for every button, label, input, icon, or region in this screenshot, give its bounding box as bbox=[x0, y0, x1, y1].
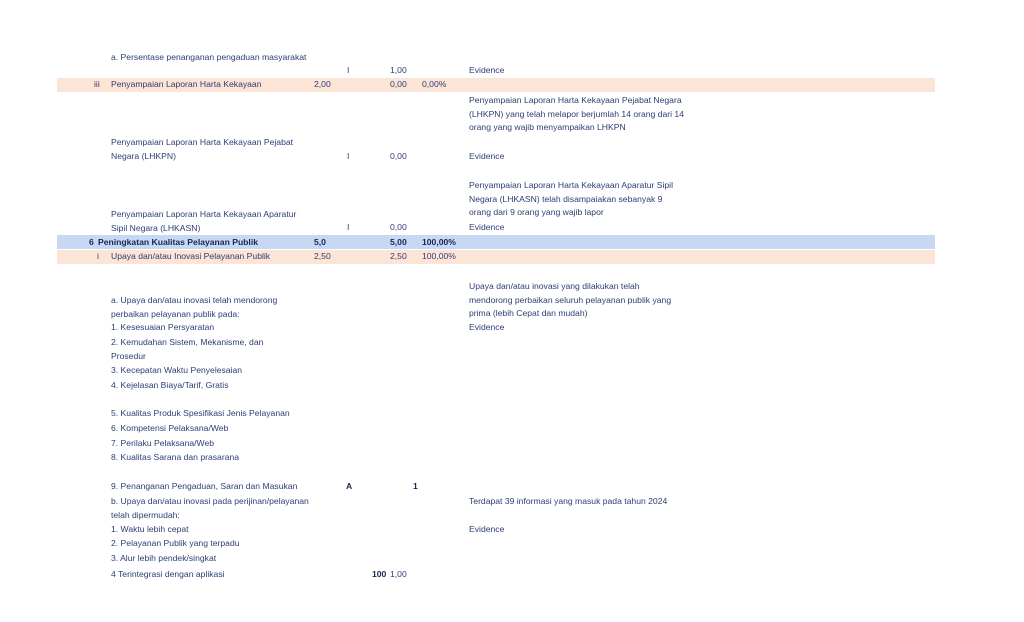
row-label: Penyampaian Laporan Harta Kekayaan bbox=[111, 79, 262, 89]
list-item: 2. Pelayanan Publik yang terpadu bbox=[111, 538, 240, 548]
indicator-label: b. Upaya dan/atau inovasi pada perijinan/pelayanan telah dipermudah: bbox=[111, 496, 309, 520]
section-percentage: 100,00% bbox=[422, 237, 456, 247]
item-value: 1 bbox=[413, 481, 418, 491]
row-score: 2,50 bbox=[390, 251, 407, 261]
list-item: 5. Kualitas Produk Spesifikasi Jenis Pelayanan bbox=[111, 408, 290, 418]
row-percentage: 100,00% bbox=[422, 251, 456, 261]
list-item: 4 Terintegrasi dengan aplikasi bbox=[111, 569, 225, 579]
row-weight: 2,50 bbox=[314, 251, 331, 261]
indicator-note: Penyampaian Laporan Harta Kekayaan Pejabat Negara (LHKPN) yang telah melapor berjumlah 14 orang dari 14 orang yang wajib menyampaikan LHKPN bbox=[469, 95, 684, 132]
indicator-label: a. Upaya dan/atau inovasi telah mendorong perbaikan pelayanan publik pada: bbox=[111, 295, 278, 319]
indicator-value: 0,00 bbox=[390, 151, 407, 161]
indicator-code: I bbox=[347, 65, 350, 75]
evidence-link[interactable]: Evidence bbox=[469, 222, 505, 232]
item-code: A bbox=[346, 481, 353, 491]
list-item: 8. Kualitas Sarana dan prasarana bbox=[111, 452, 240, 462]
indicator-label: Penyampaian Laporan Harta Kekayaan Pejabat Negara (LHKPN) bbox=[111, 137, 294, 161]
evidence-link[interactable]: Evidence bbox=[469, 322, 505, 332]
evidence-link[interactable]: Evidence bbox=[469, 524, 505, 534]
section-title: Peningkatan Kualitas Pelayanan Publik bbox=[98, 237, 258, 247]
indicator-code: I bbox=[347, 222, 350, 232]
row-index: iii bbox=[94, 79, 100, 89]
section-weight: 5,0 bbox=[314, 237, 326, 247]
item-count: 100 bbox=[372, 569, 387, 579]
list-item: 2. Kemudahan Sistem, Mekanisme, dan Prosedur bbox=[111, 337, 264, 361]
list-item: 6. Kompetensi Pelaksana/Web bbox=[111, 423, 229, 433]
indicator-value: 1,00 bbox=[390, 65, 407, 75]
indicator-note: Penyampaian Laporan Harta Kekayaan Aparatur Sipil Negara (LHKASN) telah disampaiakan sebanyak 9 orang dari 9 orang yang wajib lapor bbox=[469, 180, 673, 217]
section-index: 6 bbox=[89, 237, 94, 247]
indicator-note: Upaya dan/atau inovasi yang dilakukan telah mendorong perbaikan seluruh pelayanan publik yang prima (lebih Cepat dan mudah) bbox=[469, 281, 672, 318]
row-label: Upaya dan/atau Inovasi Pelayanan Publik bbox=[111, 251, 271, 261]
indicator-label: a. Persentase penanganan pengaduan masyarakat bbox=[111, 52, 307, 62]
row-percentage: 0,00% bbox=[422, 79, 447, 89]
item-value: 1,00 bbox=[390, 569, 407, 579]
list-item: 1. Kesesuaian Persyaratan bbox=[111, 322, 215, 332]
section-score: 5,00 bbox=[390, 237, 407, 247]
indicator-value: 0,00 bbox=[390, 222, 407, 232]
list-item: 3. Alur lebih pendek/singkat bbox=[111, 553, 217, 563]
list-item: 9. Penanganan Pengaduan, Saran dan Masukan bbox=[111, 481, 298, 491]
list-item: 7. Perilaku Pelaksana/Web bbox=[111, 438, 215, 448]
row-score: 0,00 bbox=[390, 79, 407, 89]
list-item: 3. Kecepatan Waktu Penyelesaian bbox=[111, 365, 243, 375]
list-item: 4. Kejelasan Biaya/Tarif, Gratis bbox=[111, 380, 229, 390]
row-index: i bbox=[97, 251, 99, 261]
evidence-link[interactable]: Evidence bbox=[469, 65, 505, 75]
evidence-link[interactable]: Evidence bbox=[469, 151, 505, 161]
indicator-label: Penyampaian Laporan Harta Kekayaan Aparatur Sipil Negara (LHKASN) bbox=[111, 209, 297, 233]
list-item: 1. Waktu lebih cepat bbox=[111, 524, 189, 534]
indicator-note: Terdapat 39 informasi yang masuk pada tahun 2024 bbox=[469, 496, 668, 506]
row-weight: 2,00 bbox=[314, 79, 331, 89]
indicator-code: I bbox=[347, 151, 350, 161]
